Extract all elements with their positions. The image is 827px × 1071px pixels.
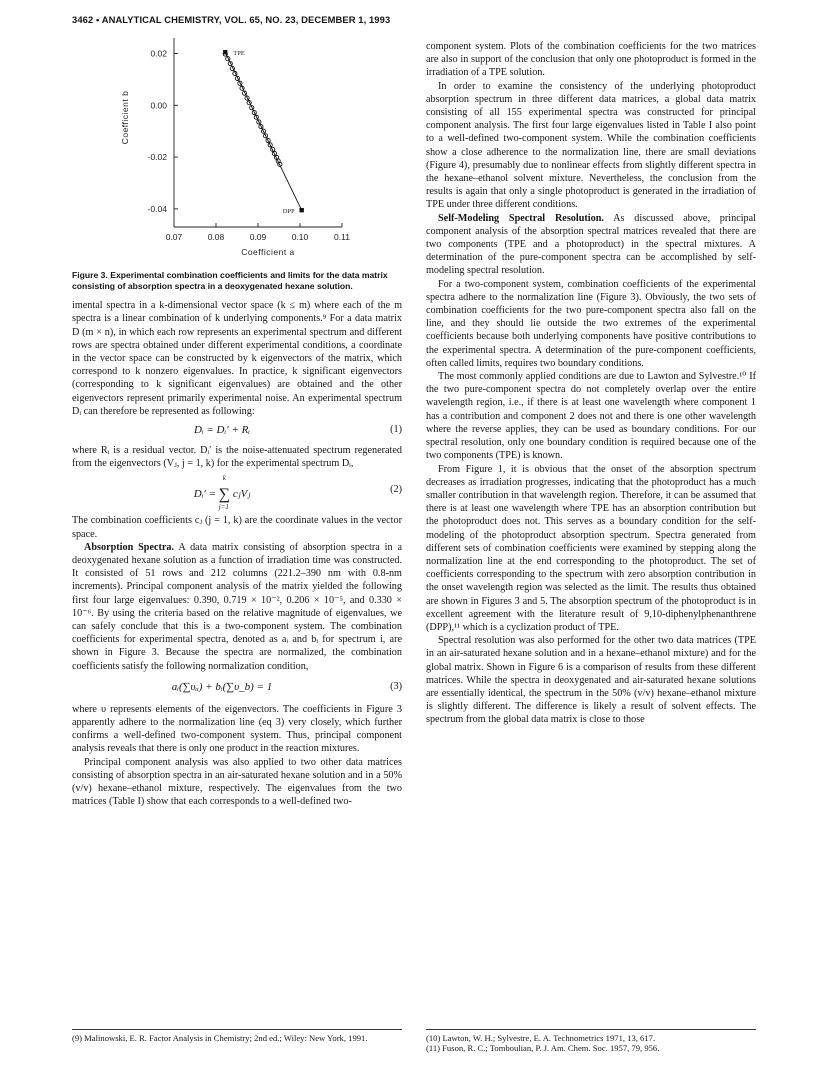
equation-body <box>72 474 372 512</box>
x-tick-label: 0.08 <box>207 232 225 242</box>
figure-3-chart <box>72 32 402 270</box>
paragraph-text: A data matrix consisting of absorption spectra in a deoxygenated hexane solution as a function of irradiation time was constructed. It consisted of 51 rows and 212 columns (221.2–390 nm with 0.8-nm increments). Principal component analysis of the matrix yielded the following first four large eigenvalues: 0.390, 0.719 × 10⁻², 0.206 × 10⁻⁵, and 0.330 × 10⁻⁶. By using the criteria based on the relative magnitude of eigenvalues, we can safely conclude that this is a two-component system. The combination coefficients for experimental spectra, denoted as aᵢ and bᵢ for spectrum i, are shown in Figure 3. Because the spectra are normalized, the combination coefficients satisfy the following normalization condition, <box>72 541 402 672</box>
paragraph: where υ represents elements of the eigenvectors. The coefficients in Figure 3 apparently adhere to the normalization line (eq 3) very closely, which further confirms a well-defined two-component system. Thus, principal component analysis reveals that there is only one product in the reaction mixtures. <box>72 703 402 755</box>
paragraph: The most commonly applied conditions are due to Lawton and Sylvestre.¹⁰ If the two pure-component spectra do not completely overlap over the entire wavelength region, i.e., if there is at least one wavelength where component 1 has a contribution and component 2 does not and there is one other wavelength where the reverse applies, they can be used as boundary conditions. For our spectral resolution, only one boundary condition is required because one of the two components (TPE) is known. <box>426 371 756 462</box>
caption-label: Figure 3. <box>72 270 108 280</box>
limit-marker <box>223 50 227 54</box>
paragraph: component system. Plots of the combination coefficients for the two matrices are also in support of the conclusion that only one photoproduct is formed in the irradiation of a TPE solution. <box>426 41 756 79</box>
footnote: (9) Malinowski, E. R. Factor Analysis in Chemistry; 2nd ed.; Wiley: New York, 1991. <box>72 1033 368 1043</box>
x-tick-label: 0.11 <box>334 232 350 242</box>
equation-body: Dᵢ = Dᵢ′ + Rᵢ <box>193 424 251 437</box>
figure-3 <box>72 32 402 270</box>
y-tick-label: 0.02 <box>150 48 167 59</box>
running-header: 3462 • ANALYTICAL CHEMISTRY, VOL. 65, NO. 23, DECEMBER 1, 1993 <box>72 14 391 25</box>
y-tick-label: -0.02 <box>147 152 167 163</box>
footnotes-left <box>72 1029 402 1043</box>
x-tick-label: 0.10 <box>291 232 309 242</box>
limit-marker <box>299 208 303 212</box>
left-column <box>72 32 402 808</box>
paragraph: From Figure 1, it is obvious that the onset of the absorption spectrum decreases as irradiation progresses, indicating that the photoproduct has a much smaller contribution in that wavelength region. Therefore, it can be assumed that there is at least one wavelength where TPE has an absorption contribution but the photoproduct does not. This serves as a boundary condition for the self-modeling of the photoproduct absorption spectrum. Spectra generated from different sets of combination coefficients were examined by stepping along the normalization line at the end corresponding to the photoproduct. The set of coefficients corresponding to the spectrum with zero absorption contribution in the onset wavelength region was selected as the limit. The results thus obtained are shown in Figures 3 and 5. The absorption spectrum of the photoproduct is in excellent agreement with the literature result of 9,10-diphenylphenanthrene (DPP),¹¹ which is a cyclization product of TPE. <box>426 463 756 633</box>
summation <box>218 474 231 512</box>
footnote: (11) Fuson, R. C.; Tomboulian, P. J. Am. Chem. Soc. 1957, 79, 956. <box>426 1043 660 1054</box>
eq2-lhs: Dᵢ′ = <box>193 488 216 501</box>
right-column <box>426 40 756 727</box>
subsection-heading: Absorption Spectra. <box>84 541 175 553</box>
annotation-label: TPE <box>233 50 245 58</box>
sum-symbol: ∑ <box>218 486 231 504</box>
paragraph: Spectral resolution was also performed for the other two data matrices (TPE in an air-saturated hexane solution and in a hexane–ethanol mixture) and for the global matrix. Shown in Figure 6 is a comparison of results from these different matrices. While the spectra in deoxygenated and air-saturated hexane solutions are essentially identical, the spectrum in the 50% (v/v) hexane–ethanol mixture is slightly different. The difference is likely a result of solvent effects. The spectrum from the global data matrix is close to those <box>426 635 756 726</box>
sum-upper: k <box>222 474 226 483</box>
subsection-heading: Self-Modeling Spectral Resolution. <box>438 212 604 224</box>
x-axis-label: Coefficient a <box>241 247 295 257</box>
y-axis-label: Coefficient b <box>120 90 130 145</box>
equation-3 <box>72 673 402 703</box>
paragraph: For a two-component system, combination coefficients of the experimental spectra adhere to the normalization line (Figure 3). Obviously, the two sets of combination coefficients for the two pure-component spectra also fall on the line, and they should lie outside the two extremes of the experimental coefficients because both underlying components have positive contributions to the experimental spectra. A determination of the pure-component coefficients, often called limits, requires two boundary conditions. <box>426 278 756 369</box>
equation-2 <box>72 470 402 514</box>
paragraph: In order to examine the consistency of the underlying photoproduct absorption spectrum in three different data matrices, a global data matrix consisting of all 155 experimental spectra was constructed for principal component analysis. The first four large eigenvalues listed in Table I also point to a well-defined two-component system. While the combination coefficients show a close adherence to the normalization line, there are small deviations (Figure 4), presumably due to nonlinear effects from slightly different spectra in the hexane–ethanol solvent mixture. Nevertheless, the conclusion from the results is again that only a single photoproduct is generated in the irradiation of TPE under three different conditions. <box>426 80 756 211</box>
footnote-rule <box>426 1029 756 1030</box>
footnote-rule <box>72 1029 402 1030</box>
equation-number: (2) <box>390 484 402 496</box>
eq2-rhs: cⱼVⱼ <box>232 488 251 501</box>
y-tick-label: 0.00 <box>150 100 167 111</box>
caption-text: Experimental combination coefficients and limits for the data matrix consisting of absorption spectra in a deoxygenated hexane solution. <box>72 270 388 291</box>
paragraph <box>72 541 402 673</box>
paragraph <box>426 212 756 278</box>
y-tick-label: -0.04 <box>147 203 167 214</box>
figure-caption <box>72 270 402 291</box>
annotation-label: DPP <box>282 208 295 216</box>
equation-number: (3) <box>390 680 402 692</box>
x-tick-label: 0.09 <box>249 232 267 242</box>
equation-number: (1) <box>390 424 402 436</box>
footnote: (10) Lawton, W. H.; Sylvestre, E. A. Technometrics 1971, 13, 617. <box>426 1033 656 1043</box>
paragraph: Principal component analysis was also applied to two other data matrices consisting of absorption spectra in an air-saturated hexane solution and in a 50% (v/v) hexane–ethanol mixture, respectively. The eigenvalues from the two matrices (Table I) show that each corresponds to a well-defined two- <box>72 756 402 808</box>
paragraph: where Rᵢ is a residual vector. Dᵢ′ is the noise-attenuated spectrum regenerated from the eigenvectors (Vⱼ, j = 1, k) for the experimental spectrum Dᵢ, <box>72 445 402 470</box>
x-tick-label: 0.07 <box>165 232 183 242</box>
footnotes-right <box>426 1029 756 1054</box>
paragraph: imental spectra in a k-dimensional vector space (k ≤ m) where each of the m spectra is a linear combination of k underlying components.⁹ For a data matrix D (m × n), in which each row represents an experimental spectrum and different rows are spectra obtained under different experimental conditions, a coordinate in the vector space can be constructed by k eigenvectors of the matrix, which correspond to k nonzero eigenvalues. In practice, k significant eigenvectors (corresponding to k significant eigenvalues) are obtained and the other eigenvectors represent primarily experimental noise. An experimental spectrum Dᵢ can therefore be represented as following: <box>72 300 402 417</box>
equation-1 <box>72 418 402 444</box>
normalization-line <box>225 52 301 210</box>
paragraph: The combination coefficients cⱼ (j = 1, k) are the coordinate values in the vector space. <box>72 515 402 540</box>
equation-body: aᵢ(∑υₐ) + bᵢ(∑υ_b) = 1 <box>171 680 273 693</box>
paragraph-text: As discussed above, principal component analysis of the absorption spectral matrices revealed that there are two components (TPE and a photoproduct) in the spectral mixtures. A determination of the pure-component spectra can be accomplished by self-modeling spectral resolution. <box>426 212 757 277</box>
sum-lower: j=1 <box>218 503 229 512</box>
